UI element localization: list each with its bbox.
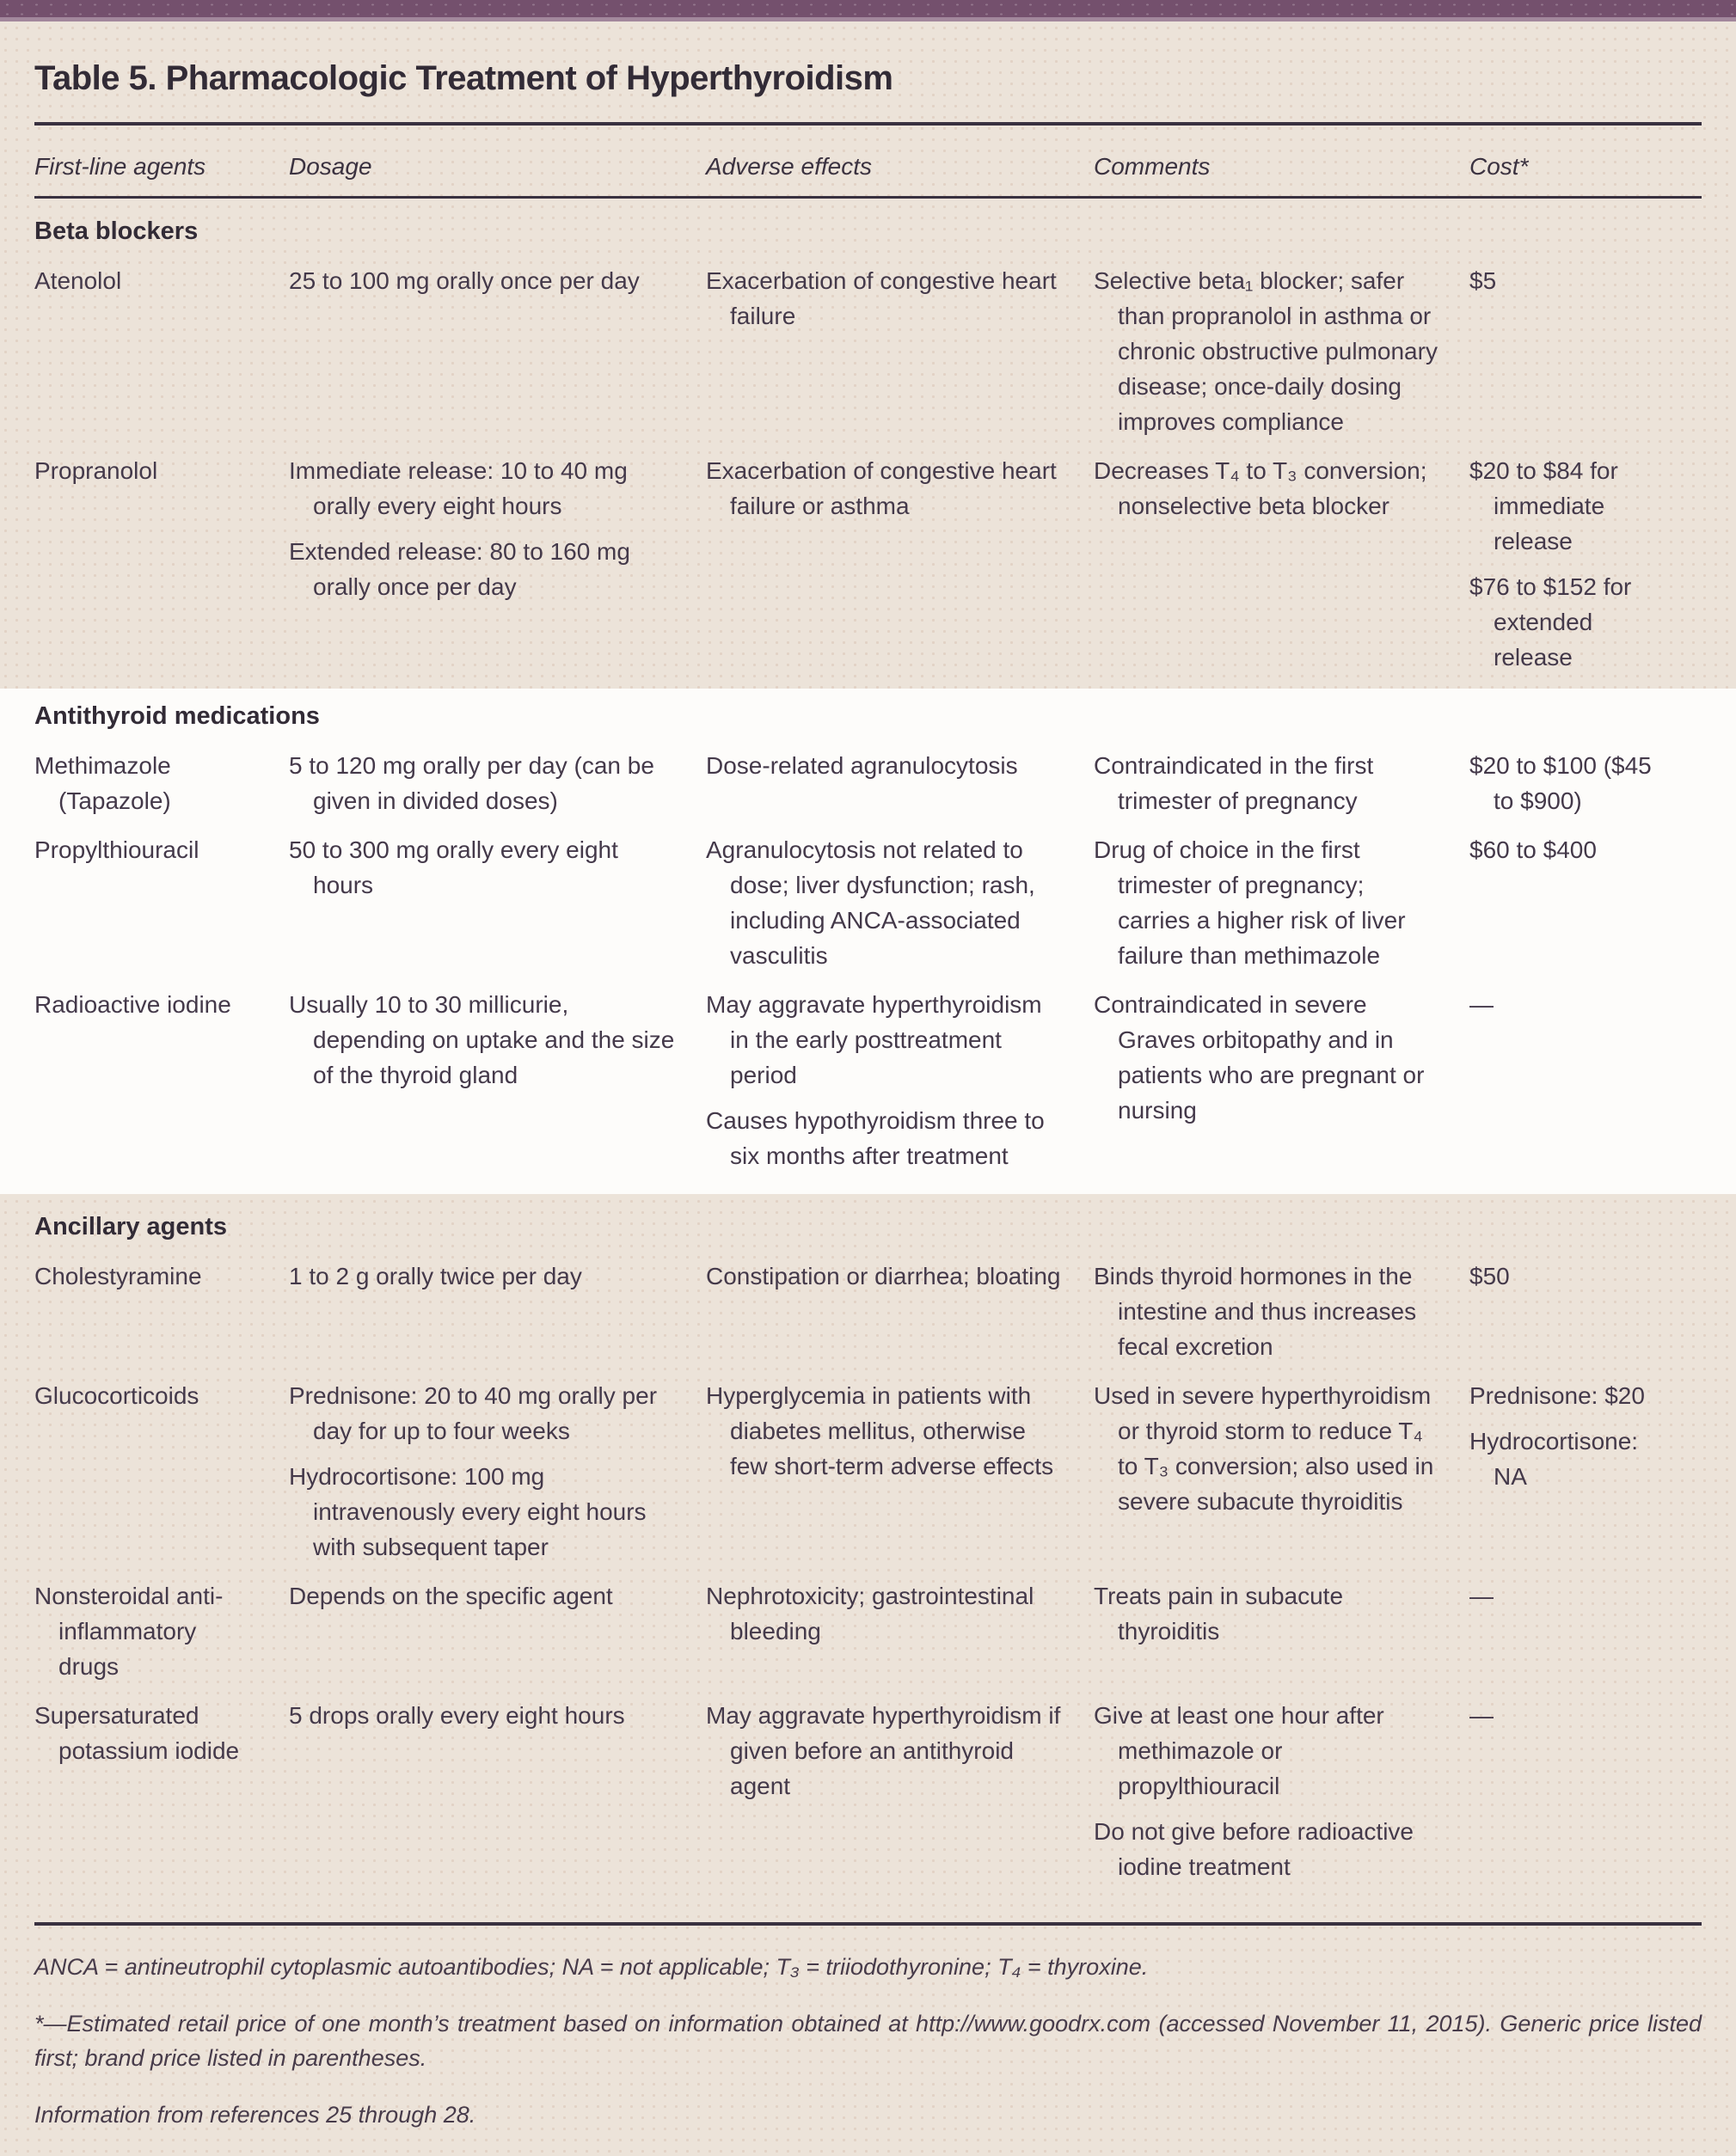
cell-cost: — bbox=[1469, 1583, 1494, 1609]
cell-adverse: Exacerbation of congestive heart failure or asthma bbox=[706, 457, 1057, 519]
row-propylthiouracil bbox=[34, 832, 1702, 973]
row-cholestyramine bbox=[34, 1259, 1702, 1364]
cell-comments: Selective beta₁ blocker; safer than propranolol in asthma or chronic obstructive pulmonary disease; once-daily dosing improves compliance bbox=[1094, 267, 1438, 435]
section-title: Ancillary agents bbox=[34, 1213, 228, 1240]
cell-dosage: Depends on the specific agent bbox=[289, 1583, 613, 1609]
cell-dosage: 50 to 300 mg orally every eight hours bbox=[289, 836, 618, 898]
footnote-cost-note: *—Estimated retail price of one month’s treatment based on information obtained at http://www.goodrx.com (accessed November 11, 2015). Generic price listed first; brand price listed in parentheses. bbox=[34, 2011, 1702, 2071]
section-beta-blockers bbox=[0, 199, 1736, 689]
cell-comments: Contraindicated in severe Graves orbitopathy and in patients who are pregnant or nursing bbox=[1094, 991, 1425, 1124]
cell-cost: $5 bbox=[1469, 267, 1497, 294]
cell-adverse: Exacerbation of congestive heart failure bbox=[706, 267, 1057, 329]
row-atenolol bbox=[34, 263, 1702, 439]
cell-comments: Used in severe hyperthyroidism or thyroid storm to reduce T₄ to T₃ conversion; also used in severe subacute thyroiditis bbox=[1094, 1382, 1434, 1515]
footnote-references: Information from references 25 through 28. bbox=[34, 2102, 476, 2128]
cell-adverse: Nephrotoxicity; gastrointestinal bleeding bbox=[706, 1583, 1034, 1645]
cell-agent: Supersaturated potassium iodide bbox=[34, 1702, 240, 1764]
cell-comments: Contraindicated in the first trimester of pregnancy bbox=[1094, 752, 1374, 814]
col-header-dosage: Dosage bbox=[289, 153, 372, 180]
cell-comments: Drug of choice in the first trimester of pregnancy; carries a higher risk of liver failure than methimazole bbox=[1094, 836, 1406, 969]
cell-adverse: Constipation or diarrhea; bloating bbox=[706, 1263, 1061, 1289]
section-title: Antithyroid medications bbox=[34, 702, 320, 730]
section-ancillary-agents bbox=[0, 1194, 1736, 1898]
row-radioactive-iodine bbox=[34, 987, 1702, 1173]
footnotes bbox=[34, 1926, 1702, 2156]
cell-comments: Binds thyroid hormones in the intestine and thus increases fecal excretion bbox=[1094, 1263, 1417, 1360]
row-methimazole bbox=[34, 748, 1702, 818]
col-header-adverse-effects: Adverse effects bbox=[706, 153, 872, 180]
cell-adverse: Dose-related agranulocytosis bbox=[706, 752, 1018, 779]
cell-agent: Glucocorticoids bbox=[34, 1382, 199, 1409]
top-accent-bar bbox=[0, 0, 1736, 21]
cell-adverse: Hyperglycemia in patients with diabetes mellitus, otherwise few short-term adverse effects bbox=[706, 1382, 1054, 1479]
row-glucocorticoids bbox=[34, 1378, 1702, 1565]
footnote-abbreviations: ANCA = antineutrophil cytoplasmic autoantibodies; NA = not applicable; T₃ = triiodothyronine; T₄ = thyroxine. bbox=[34, 1954, 1149, 1980]
cell-agent: Nonsteroidal anti-inflammatory drugs bbox=[34, 1583, 224, 1680]
col-header-cost: Cost* bbox=[1469, 153, 1529, 180]
cell-agent: Propylthiouracil bbox=[34, 836, 199, 863]
cell-dosage: Prednisone: 20 to 40 mg orally per day for up to four weeks Hydrocortisone: 100 mg intravenously every eight hours with subsequent taper bbox=[289, 1382, 658, 1560]
cell-cost: $60 to $400 bbox=[1469, 836, 1597, 863]
cell-comments: Treats pain in subacute thyroiditis bbox=[1094, 1583, 1344, 1645]
cell-dosage: 1 to 2 g orally twice per day bbox=[289, 1263, 582, 1289]
row-supersaturated-potassium-iodide bbox=[34, 1698, 1702, 1884]
cell-agent: Cholestyramine bbox=[34, 1263, 202, 1289]
cell-cost: Prednisone: $20 Hydrocortisone: NA bbox=[1469, 1382, 1645, 1490]
cell-cost: — bbox=[1469, 991, 1494, 1018]
cell-adverse: Agranulocytosis not related to dose; liver dysfunction; rash, including ANCA-associated vasculitis bbox=[706, 836, 1035, 969]
cell-cost: $20 to $84 for immediate release $76 to $152 for extended release bbox=[1469, 457, 1632, 671]
cell-cost: $20 to $100 ($45 to $900) bbox=[1469, 752, 1652, 814]
footnote-divider bbox=[34, 1922, 1702, 2156]
cell-adverse: May aggravate hyperthyroidism if given before an antithyroid agent bbox=[706, 1702, 1061, 1799]
cell-dosage: 5 to 120 mg orally per day (can be given in divided doses) bbox=[289, 752, 654, 814]
col-header-comments: Comments bbox=[1094, 153, 1211, 180]
cell-comments: Give at least one hour after methimazole or propylthiouracil Do not give before radioactive iodine treatment bbox=[1094, 1702, 1414, 1880]
row-propranolol bbox=[34, 453, 1702, 675]
cell-dosage: 5 drops orally every eight hours bbox=[289, 1702, 625, 1729]
cell-cost: $50 bbox=[1469, 1263, 1510, 1289]
cell-dosage: Usually 10 to 30 millicurie, depending on uptake and the size of the thyroid gland bbox=[289, 991, 675, 1088]
section-antithyroid-medications bbox=[0, 689, 1736, 1194]
section-title: Beta blockers bbox=[34, 217, 199, 245]
cell-agent: Methimazole (Tapazole) bbox=[34, 752, 171, 814]
cell-agent: Atenolol bbox=[34, 267, 122, 294]
row-nsaids bbox=[34, 1578, 1702, 1684]
cell-agent: Propranolol bbox=[34, 457, 158, 484]
column-header-row bbox=[0, 126, 1736, 196]
cell-dosage: 25 to 100 mg orally once per day bbox=[289, 267, 640, 294]
cell-adverse: May aggravate hyperthyroidism in the early posttreatment period Causes hypothyroidism three to six months after treatment bbox=[706, 991, 1045, 1169]
cell-agent: Radioactive iodine bbox=[34, 991, 231, 1018]
col-header-first-line-agents: First-line agents bbox=[34, 153, 206, 180]
cell-dosage: Immediate release: 10 to 40 mg orally every eight hours Extended release: 80 to 160 mg orally once per day bbox=[289, 457, 630, 600]
table-title: Table 5. Pharmacologic Treatment of Hyperthyroidism bbox=[34, 59, 893, 97]
cell-cost: — bbox=[1469, 1702, 1494, 1729]
cell-comments: Decreases T₄ to T₃ conversion; nonselective beta blocker bbox=[1094, 457, 1427, 519]
